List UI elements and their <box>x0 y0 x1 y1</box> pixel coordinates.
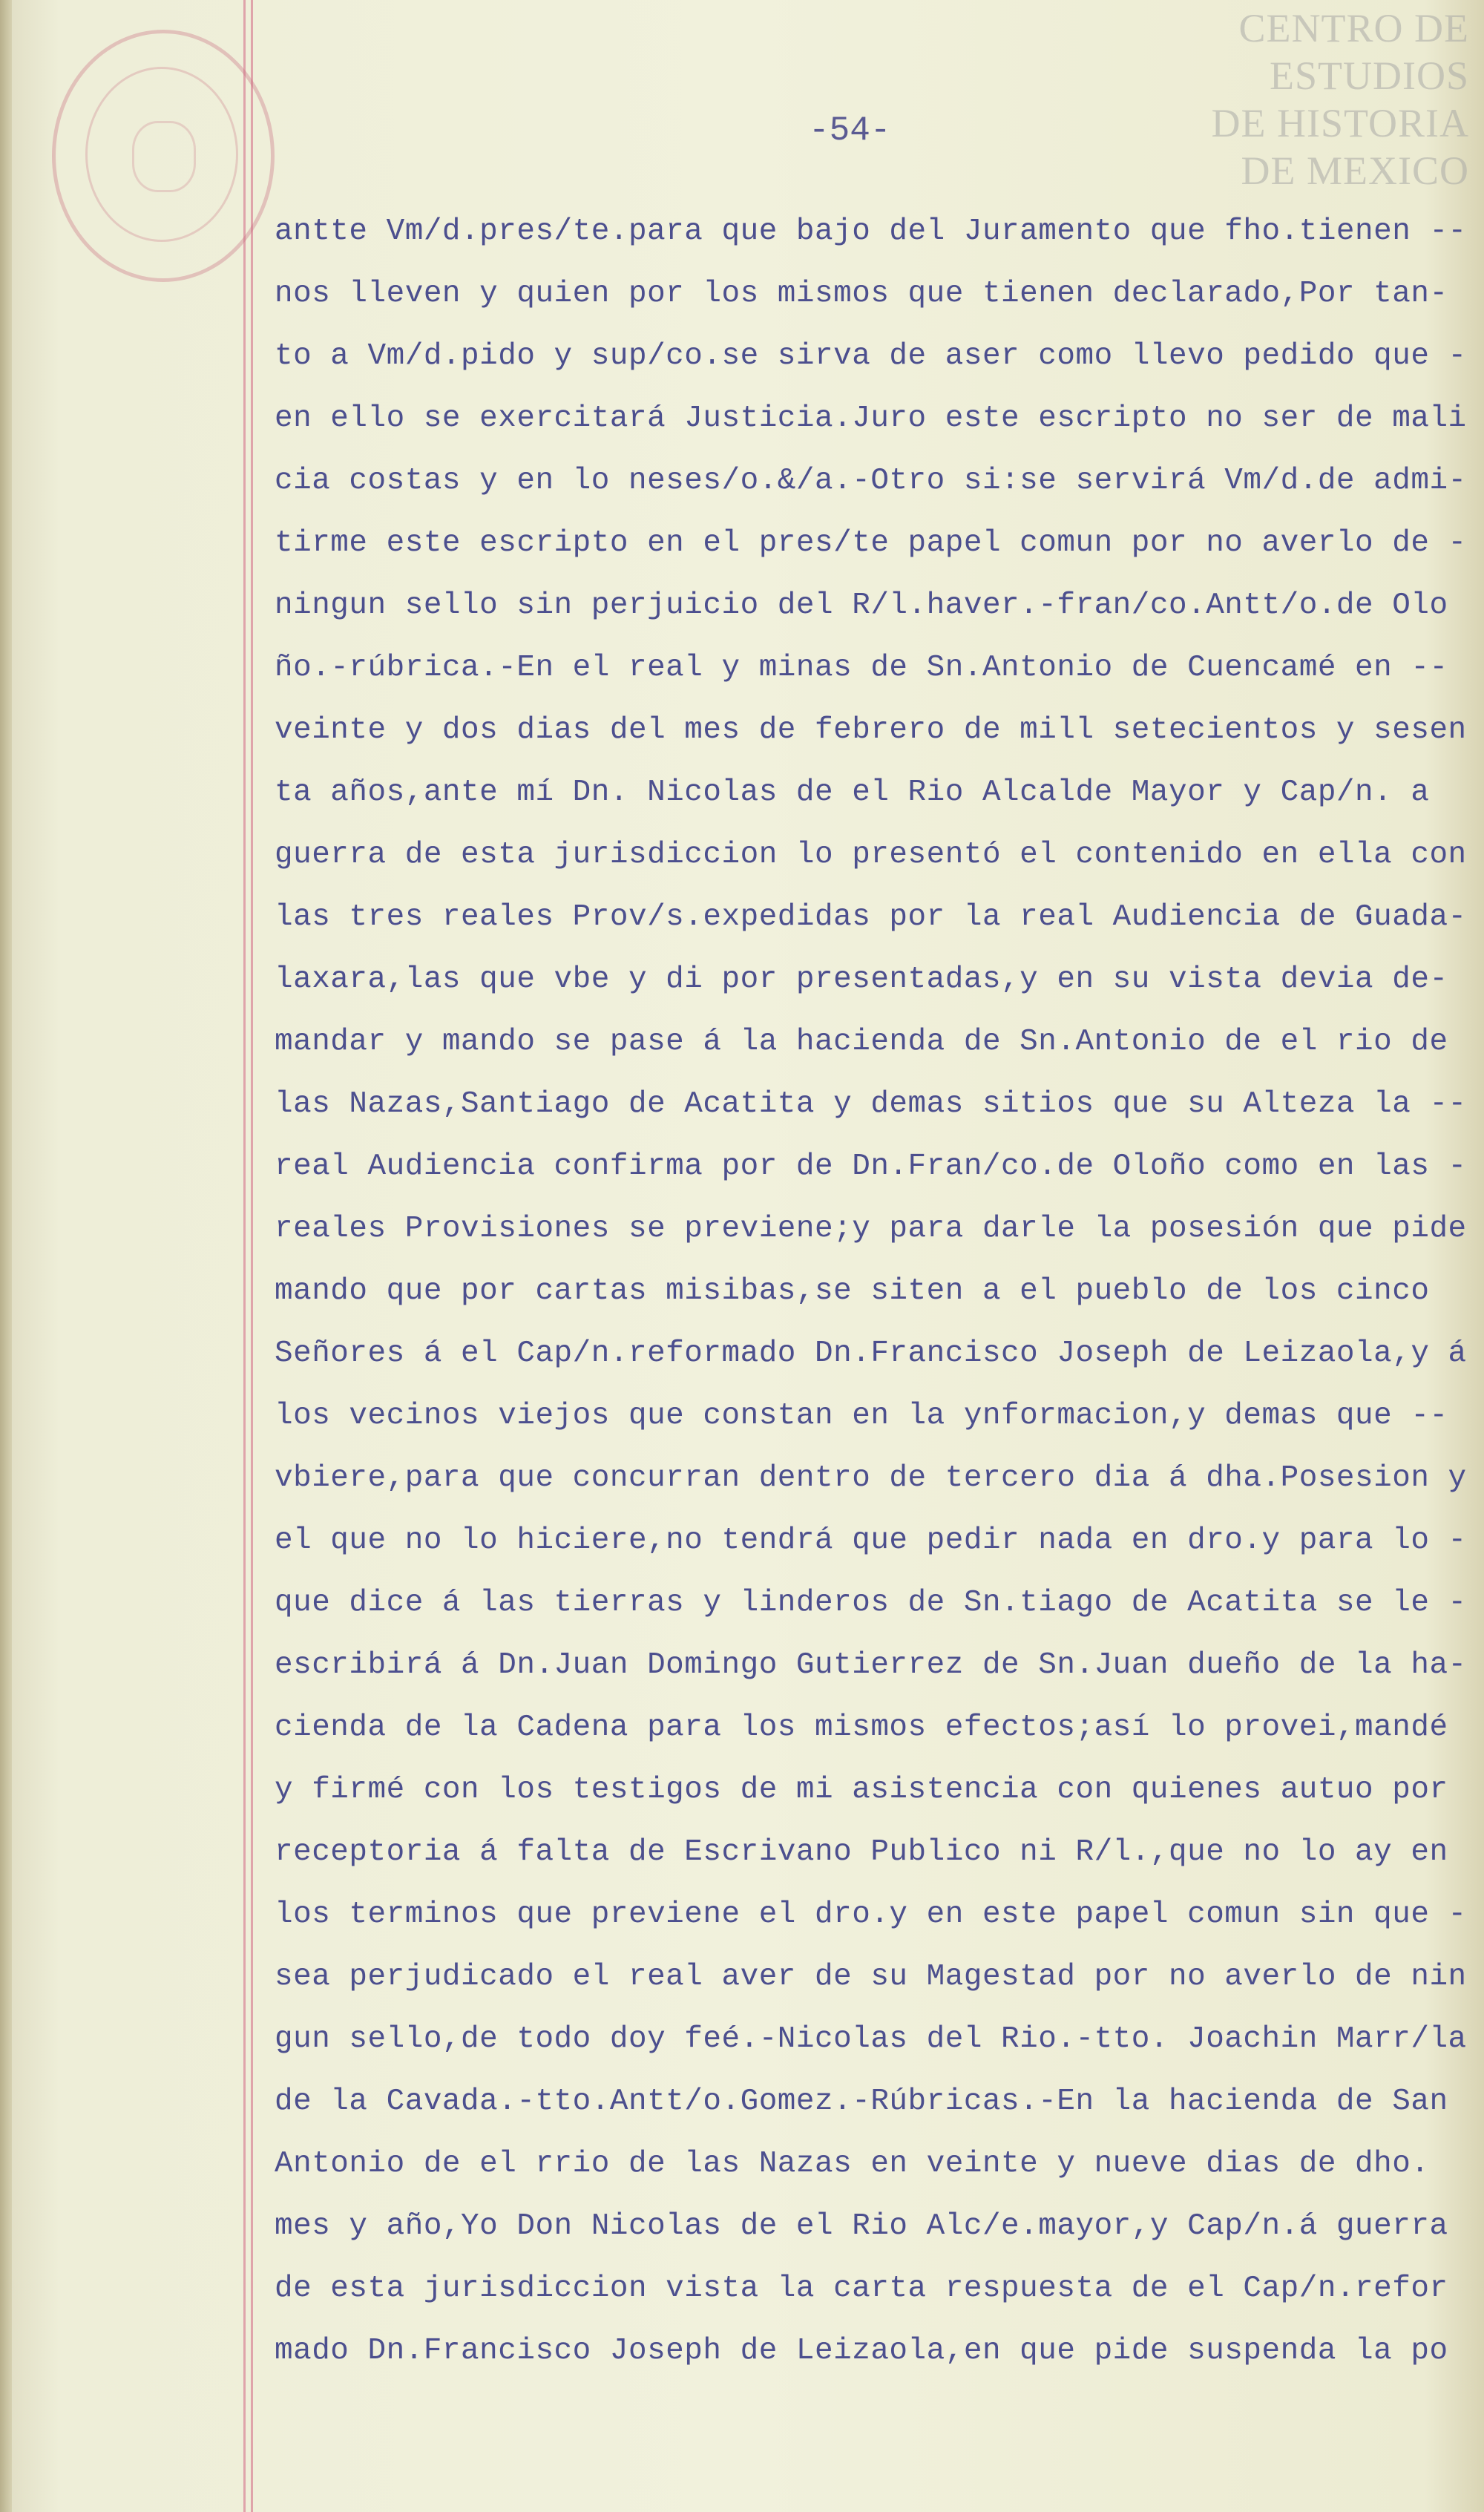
seal-stamp-core <box>132 121 196 192</box>
text-line: mado Dn.Francisco Joseph de Leizaola,en que pide suspenda la po <box>275 2334 1448 2368</box>
text-line: y firmé con los testigos de mi asistencia con quienes autuo por <box>275 1773 1448 1807</box>
text-line: escribirá á Dn.Juan Domingo Gutierrez de Sn.Juan dueño de la ha- <box>275 1648 1467 1682</box>
text-line: ningun sello sin perjuicio del R/l.haver.-fran/co.Antt/o.de Olo <box>275 588 1448 623</box>
seal-stamp <box>52 30 275 282</box>
text-line: Antonio de el rrio de las Nazas en veinte y nueve dias de dho. <box>275 2147 1430 2181</box>
text-line: mando que por cartas misibas,se siten a el pueblo de los cinco <box>275 1274 1430 1308</box>
text-line: cia costas y en lo neses/o.&/a.-Otro si:se servirá Vm/d.de admi- <box>275 464 1467 498</box>
text-line: ta años,ante mí Dn. Nicolas de el Rio Alcalde Mayor y Cap/n. a <box>275 775 1430 810</box>
text-line: mandar y mando se pase á la hacienda de Sn.Antonio de el rio de <box>275 1025 1448 1059</box>
text-line: laxara,las que vbe y di por presentadas,y en su vista devia de- <box>275 963 1448 997</box>
text-line: de esta jurisdiccion vista la carta respuesta de el Cap/n.refor <box>275 2272 1448 2306</box>
text-line: ño.-rúbrica.-En el real y minas de Sn.Antonio de Cuencamé en -- <box>275 651 1448 685</box>
text-line: reales Provisiones se previene;y para darle la posesión que pide <box>275 1212 1467 1246</box>
text-line: antte Vm/d.pres/te.para que bajo del Juramento que fho.tienen -- <box>275 214 1467 249</box>
text-line: de la Cavada.-tto.Antt/o.Gomez.-Rúbricas.-En la hacienda de San <box>275 2085 1448 2119</box>
text-line: mes y año,Yo Don Nicolas de el Rio Alc/e.mayor,y Cap/n.á guerra <box>275 2209 1448 2243</box>
text-line: el que no lo hiciere,no tendrá que pedir nada en dro.y para lo - <box>275 1524 1467 1558</box>
text-line: las tres reales Prov/s.expedidas por la real Audiencia de Guada- <box>275 900 1467 934</box>
text-line: tirme este escripto en el pres/te papel comun por no averlo de - <box>275 526 1467 560</box>
text-line: las Nazas,Santiago de Acatita y demas sitios que su Alteza la -- <box>275 1087 1467 1121</box>
text-line: guerra de esta jurisdiccion lo presentó el contenido en ella con <box>275 838 1467 872</box>
text-line: en ello se exercitará Justicia.Juro este escripto no ser de mali <box>275 401 1467 436</box>
text-line: Señores á el Cap/n.reformado Dn.Francisco Joseph de Leizaola,y á <box>275 1337 1467 1371</box>
text-line: vbiere,para que concurran dentro de tercero dia á dha.Posesion y <box>275 1461 1467 1495</box>
text-line: gun sello,de todo doy feé.-Nicolas del Rio.-tto. Joachin Marr/la <box>275 2022 1467 2056</box>
text-line: los terminos que previene el dro.y en este papel comun sin que - <box>275 1898 1467 1932</box>
text-line: to a Vm/d.pido y sup/co.se sirva de aser como llevo pedido que - <box>275 339 1467 373</box>
watermark-line: DE HISTORIA <box>1211 101 1469 145</box>
text-line: los vecinos viejos que constan en la ynformacion,y demas que -- <box>275 1399 1448 1433</box>
archive-watermark <box>1187 4 1469 194</box>
text-line: nos lleven y quien por los mismos que tienen declarado,Por tan- <box>275 277 1448 311</box>
text-line: sea perjudicado el real aver de su Magestad por no averlo de nin <box>275 1960 1467 1994</box>
typed-body-text <box>275 200 1467 2486</box>
watermark-line: ESTUDIOS <box>1269 53 1469 98</box>
page-number: -54- <box>809 111 891 150</box>
seal-stamp-inner <box>85 67 238 242</box>
page-edge <box>0 0 12 2512</box>
text-line: real Audiencia confirma por de Dn.Fran/co.de Oloño como en las - <box>275 1150 1467 1184</box>
text-line: receptoria á falta de Escrivano Publico ni R/l.,que no lo ay en <box>275 1835 1448 1869</box>
watermark-line: DE MEXICO <box>1241 148 1469 193</box>
margin-rule <box>251 0 253 2512</box>
margin-rule <box>243 0 246 2512</box>
text-line: cienda de la Cadena para los mismos efectos;así lo provei,mandé <box>275 1711 1448 1745</box>
watermark-line: CENTRO DE <box>1238 6 1469 50</box>
text-line: veinte y dos dias del mes de febrero de mill setecientos y sesen <box>275 713 1467 747</box>
text-line: que dice á las tierras y linderos de Sn.tiago de Acatita se le - <box>275 1586 1467 1620</box>
